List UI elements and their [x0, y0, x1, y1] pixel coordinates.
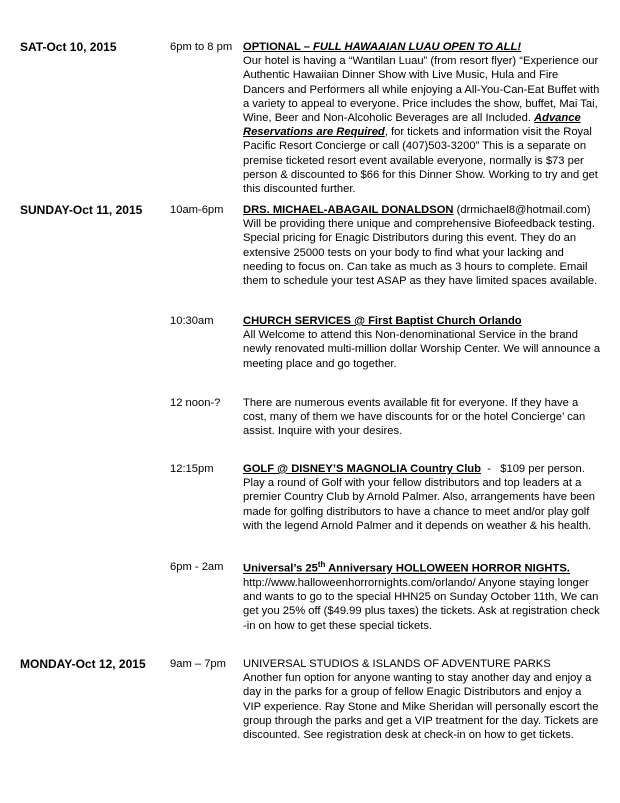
time-church: 10:30am — [170, 315, 214, 327]
time-golf: 12:15pm — [170, 463, 214, 475]
church-body: All Welcome to attend this Non-denominational Service in the brand newly renovated multi-million dollar Worship Center. We will announce a meeting place and go together. — [243, 329, 601, 370]
luau-body: Our hotel is having a “Wantilan Luau” (from resort flyer) “Experience our Authentic Hawaiian Dinner Show with Live Music, Hula and Fire Dancers and Performers all while enjoying a All-You-Can-Eat Buffet with a variety to appeal to everyone. Price includes the show, buffet, Mai Tai, Wine, Beer and Non-Alcoholic Beverages are all Included. Advance Reservations are Required, for tickets and information visit the Royal Pacific Resort Concierge or call (407)503-3200” This is a separate on premise ticketed resort event available everyone, normally is $73 per person & discounted to $66 for this Dinner Show. Working to try and get this discounted further. — [243, 55, 600, 196]
noon-body: There are numerous events available fit for everyone. If they have a cost, many of them we have discounts for or the hotel Concierge’ can assist. Inquire with your desires. — [243, 397, 586, 438]
time-luau: 6pm to 8 pm — [170, 41, 233, 53]
golf-body: Play a round of Golf with your fellow distributors and top leaders at a premier Country Club by Arnold Palmer. Also, arrangements have been made for golfing distributors to have a chance to meet and/or play golf with the legend Arnold Palmer and it depends on weather & his health. — [243, 477, 595, 532]
time-hhn: 6pm - 2am — [170, 561, 224, 573]
church-title: CHURCH SERVICES @ First Baptist Church Orlando — [243, 315, 522, 327]
golf-price: - $109 per person. — [480, 463, 585, 475]
time-universal: 9am – 7pm — [170, 658, 226, 670]
event-luau — [243, 40, 601, 196]
event-church — [243, 314, 601, 371]
event-universal — [243, 657, 601, 742]
day-saturday: SAT-Oct 10, 2015 — [20, 40, 117, 54]
event-golf — [243, 462, 601, 533]
event-noon — [243, 396, 601, 439]
hhn-body: http://www.halloweenhorrornights.com/orlando/ Anyone staying longer and wants to go to the special HHN25 on Sunday October 11th, We can get you 25% off ($49.99 plus taxes) the tickets. Ask at registration check -in on how to get these special tickets. — [243, 576, 600, 632]
luau-title: OPTIONAL – FULL HAWAAIAN LUAU OPEN TO ALL! — [243, 41, 522, 53]
time-donaldson: 10am-6pm — [170, 204, 224, 216]
event-hhn — [243, 558, 601, 633]
reservations-required: Advance Reservations are Required — [243, 112, 581, 139]
golf-title: GOLF @ DISNEY’S MAGNOLIA Country Club - $109 per person. — [243, 463, 585, 475]
event-donaldson — [243, 203, 601, 288]
donaldson-title: DRS. MICHAEL-ABAGAIL DONALDSON (drmichael8@hotmail.com) — [243, 204, 591, 216]
universal-body: Another fun option for anyone wanting to stay another day and enjoy a day in the parks for a group of fellow Enagic Distributors and enjoy a VIP experience. Ray Stone and Mike Sheridan will personally escort the group through the parks and get a VIP treatment for the day. Tickets are discounted. See registration desk at check-in on how to get tickets. — [243, 672, 599, 742]
day-sunday: SUNDAY-Oct 11, 2015 — [20, 203, 143, 217]
donaldson-email: (drmichael8@hotmail.com) — [453, 204, 591, 216]
time-noon: 12 noon-? — [170, 397, 221, 409]
donaldson-body: Will be providing there unique and comprehensive Biofeedback testing. Special pricing for Enagic Distributors during this event. They do an extensive 25000 tests on your body to find what your lacking and needing to focus on. Can take as much as 3 hours to complete. Email them to schedule your test ASAP as they have limited spaces available. — [243, 218, 598, 288]
day-monday: MONDAY-Oct 12, 2015 — [20, 657, 146, 671]
universal-title: UNIVERSAL STUDIOS & ISLANDS OF ADVENTURE PARKS — [243, 658, 551, 670]
hhn-title: Universal’s 25th Anniversary HOLLOWEEN HORROR NIGHTS. — [243, 560, 570, 575]
